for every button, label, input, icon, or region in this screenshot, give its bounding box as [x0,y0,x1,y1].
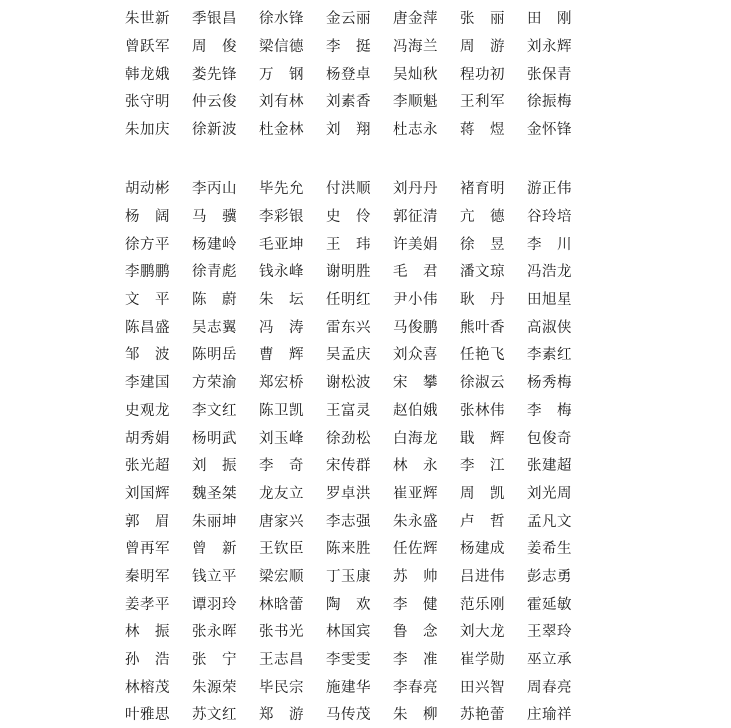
name-entry: 魏圣桀 [192,485,237,502]
name-entry: 李彩银 [259,209,304,226]
name-entry: 马传茂 [326,707,371,724]
name-entry: 陈卫凯 [259,402,304,419]
name-entry: 郭征清 [393,209,438,226]
name-entry: 朱加庆 [125,122,170,139]
name-entry: 任明红 [326,292,371,309]
name-list-section-2 [125,174,595,728]
name-entry: 张建超 [527,458,572,475]
name-row [125,479,595,507]
name-entry: 任艳飞 [460,347,505,364]
name-entry: 庄瑜祥 [527,707,572,724]
name-entry: 宋 攀 [393,375,438,392]
name-entry: 梁宏顺 [259,568,304,585]
name-entry: 陶 欢 [326,596,371,613]
name-entry: 白海龙 [393,430,438,447]
name-entry: 刘国辉 [125,485,170,502]
name-entry: 张 宁 [192,652,237,669]
name-entry: 周 游 [460,39,505,56]
name-entry: 马 骥 [192,209,237,226]
name-row [125,396,595,424]
name-entry: 谢明胜 [326,264,371,281]
name-entry: 林 振 [125,624,170,641]
name-row [125,202,595,230]
name-entry: 苏艳蕾 [460,707,505,724]
name-entry: 李文红 [192,402,237,419]
name-entry: 刘永辉 [527,39,572,56]
name-entry: 曹 辉 [259,347,304,364]
name-entry: 张书光 [259,624,304,641]
name-entry: 姜孝平 [125,596,170,613]
name-entry: 李丙山 [192,181,237,198]
name-entry: 杨建成 [460,541,505,558]
name-row [125,87,595,115]
name-entry: 朱丽坤 [192,513,237,530]
name-entry: 赵伯娥 [393,402,438,419]
name-entry: 卢 哲 [460,513,505,530]
name-entry: 文 平 [125,292,170,309]
name-entry: 仲云俊 [192,94,237,111]
name-entry: 徐劲松 [326,430,371,447]
name-entry: 韩龙娥 [125,66,170,83]
name-entry: 李素红 [527,347,572,364]
name-entry: 张光超 [125,458,170,475]
name-entry: 熊叶香 [460,319,505,336]
name-entry: 范乐刚 [460,596,505,613]
name-entry: 徐淑云 [460,375,505,392]
name-entry: 杜金林 [259,122,304,139]
name-entry: 李 健 [393,596,438,613]
name-entry: 徐方平 [125,236,170,253]
name-entry: 陈明岳 [192,347,237,364]
name-entry: 吕进伟 [460,568,505,585]
name-entry: 徐新波 [192,122,237,139]
name-entry: 史 伶 [326,209,371,226]
name-row [125,672,595,700]
name-entry: 曾再军 [125,541,170,558]
name-entry: 林国宾 [326,624,371,641]
name-row [125,423,595,451]
name-entry: 李雯雯 [326,652,371,669]
name-row [125,312,595,340]
name-entry: 崔学勋 [460,652,505,669]
name-entry: 刘 翔 [326,122,371,139]
name-row [125,229,595,257]
name-row [125,617,595,645]
name-entry: 崔亚辉 [393,485,438,502]
name-entry: 姜希生 [527,541,572,558]
name-row [125,451,595,479]
name-entry: 万 钢 [259,66,304,83]
name-entry: 毕先允 [259,181,304,198]
name-entry: 郭 眉 [125,513,170,530]
name-entry: 霍延敏 [527,596,572,613]
name-entry: 徐 昱 [460,236,505,253]
name-entry: 戢 辉 [460,430,505,447]
name-entry: 田旭星 [527,292,572,309]
name-entry: 任佐辉 [393,541,438,558]
name-entry: 郑宏桥 [259,375,304,392]
name-entry: 金云丽 [326,11,371,28]
name-entry: 王钦臣 [259,541,304,558]
name-entry: 胡动彬 [125,181,170,198]
name-entry: 周春亮 [527,679,572,696]
name-entry: 游正伟 [527,181,572,198]
name-entry: 亢 德 [460,209,505,226]
name-entry: 朱永盛 [393,513,438,530]
name-entry: 李志强 [326,513,371,530]
name-entry: 毛 君 [393,264,438,281]
name-row [125,506,595,534]
name-entry: 吴灿秋 [393,66,438,83]
name-entry: 吴志翼 [192,319,237,336]
name-entry: 巫立承 [527,652,572,669]
name-entry: 刘光周 [527,485,572,502]
name-entry: 龙友立 [259,485,304,502]
name-row [125,368,595,396]
name-entry: 张永晖 [192,624,237,641]
name-entry: 孟凡文 [527,513,572,530]
name-entry: 李顺魁 [393,94,438,111]
name-entry: 郑 游 [259,707,304,724]
name-row [125,4,595,32]
name-entry: 季银昌 [192,11,237,28]
name-entry: 曾跃军 [125,39,170,56]
name-row [125,589,595,617]
name-entry: 杨明武 [192,430,237,447]
name-entry: 付洪顺 [326,181,371,198]
name-row [125,115,595,143]
name-entry: 钱永峰 [259,264,304,281]
name-row [125,59,595,87]
name-entry: 杨 阔 [125,209,170,226]
name-entry: 丁玉康 [326,568,371,585]
name-entry: 金怀锋 [527,122,572,139]
name-row [125,32,595,60]
name-entry: 周 俊 [192,39,237,56]
name-entry: 冯浩龙 [527,264,572,281]
name-entry: 褚育明 [460,181,505,198]
name-entry: 潘文琼 [460,264,505,281]
name-row [125,645,595,673]
name-row [125,174,595,202]
name-row [125,534,595,562]
name-entry: 苏文红 [192,707,237,724]
name-entry: 毕民宗 [259,679,304,696]
name-entry: 林 永 [393,458,438,475]
name-entry: 苏 帅 [393,568,438,585]
name-entry: 李 川 [527,236,572,253]
name-entry: 雷东兴 [326,319,371,336]
name-entry: 胡秀娟 [125,430,170,447]
name-entry: 梁信德 [259,39,304,56]
name-entry: 徐振梅 [527,94,572,111]
name-entry: 唐家兴 [259,513,304,530]
name-entry: 朱 柳 [393,707,438,724]
name-entry: 王志昌 [259,652,304,669]
name-entry: 刘玉峰 [259,430,304,447]
name-entry: 陈来胜 [326,541,371,558]
name-list-section-1 [125,4,595,142]
name-entry: 谷玲培 [527,209,572,226]
name-entry: 毛亚坤 [259,236,304,253]
name-entry: 杜志永 [393,122,438,139]
name-entry: 刘 振 [192,458,237,475]
name-entry: 李 江 [460,458,505,475]
name-entry: 刘有林 [259,94,304,111]
name-entry: 鲁 念 [393,624,438,641]
name-entry: 林晗蕾 [259,596,304,613]
name-entry: 杨登卓 [326,66,371,83]
name-entry: 王利军 [460,94,505,111]
name-entry: 李鹏鹏 [125,264,170,281]
name-entry: 尹小伟 [393,292,438,309]
name-entry: 邹 波 [125,347,170,364]
name-entry: 周 凯 [460,485,505,502]
name-entry: 李 准 [393,652,438,669]
name-entry: 王翠玲 [527,624,572,641]
name-entry: 陈 蔚 [192,292,237,309]
name-entry: 宋传群 [326,458,371,475]
name-entry: 张 丽 [460,11,505,28]
name-entry: 田 刚 [527,11,572,28]
name-entry: 李 梅 [527,402,572,419]
name-entry: 刘众喜 [393,347,438,364]
name-entry: 张林伟 [460,402,505,419]
name-row [125,340,595,368]
name-entry: 罗卓洪 [326,485,371,502]
name-entry: 田兴智 [460,679,505,696]
name-entry: 张保青 [527,66,572,83]
name-entry: 方荣渝 [192,375,237,392]
name-row [125,257,595,285]
name-row [125,562,595,590]
name-entry: 耿 丹 [460,292,505,309]
name-entry: 冯 涛 [259,319,304,336]
name-entry: 包俊奇 [527,430,572,447]
name-entry: 谭羽玲 [192,596,237,613]
name-entry: 刘丹丹 [393,181,438,198]
name-entry: 冯海兰 [393,39,438,56]
name-entry: 朱源荣 [192,679,237,696]
name-entry: 李 奇 [259,458,304,475]
name-entry: 杨秀梅 [527,375,572,392]
name-entry: 徐青彪 [192,264,237,281]
name-entry: 史观龙 [125,402,170,419]
name-entry: 杨建岭 [192,236,237,253]
name-entry: 许美娟 [393,236,438,253]
name-entry: 唐金萍 [393,11,438,28]
name-entry: 孙 浩 [125,652,170,669]
name-entry: 钱立平 [192,568,237,585]
name-entry: 程功初 [460,66,505,83]
name-entry: 朱 坛 [259,292,304,309]
name-entry: 吴孟庆 [326,347,371,364]
name-entry: 娄先锋 [192,66,237,83]
name-entry: 李春亮 [393,679,438,696]
name-entry: 谢松波 [326,375,371,392]
name-entry: 刘大龙 [460,624,505,641]
name-entry: 徐水锋 [259,11,304,28]
name-entry: 秦明军 [125,568,170,585]
name-entry: 李建国 [125,375,170,392]
name-entry: 曾 新 [192,541,237,558]
name-entry: 朱世新 [125,11,170,28]
name-entry: 高淑侠 [527,319,572,336]
name-entry: 林榕茂 [125,679,170,696]
name-entry: 张守明 [125,94,170,111]
name-entry: 叶雅思 [125,707,170,724]
name-entry: 施建华 [326,679,371,696]
name-entry: 李 挺 [326,39,371,56]
name-entry: 王 玮 [326,236,371,253]
name-row [125,285,595,313]
name-entry: 彭志勇 [527,568,572,585]
name-entry: 王富灵 [326,402,371,419]
name-entry: 马俊鹏 [393,319,438,336]
name-entry: 蒋 煜 [460,122,505,139]
name-entry: 刘素香 [326,94,371,111]
name-entry: 陈昌盛 [125,319,170,336]
